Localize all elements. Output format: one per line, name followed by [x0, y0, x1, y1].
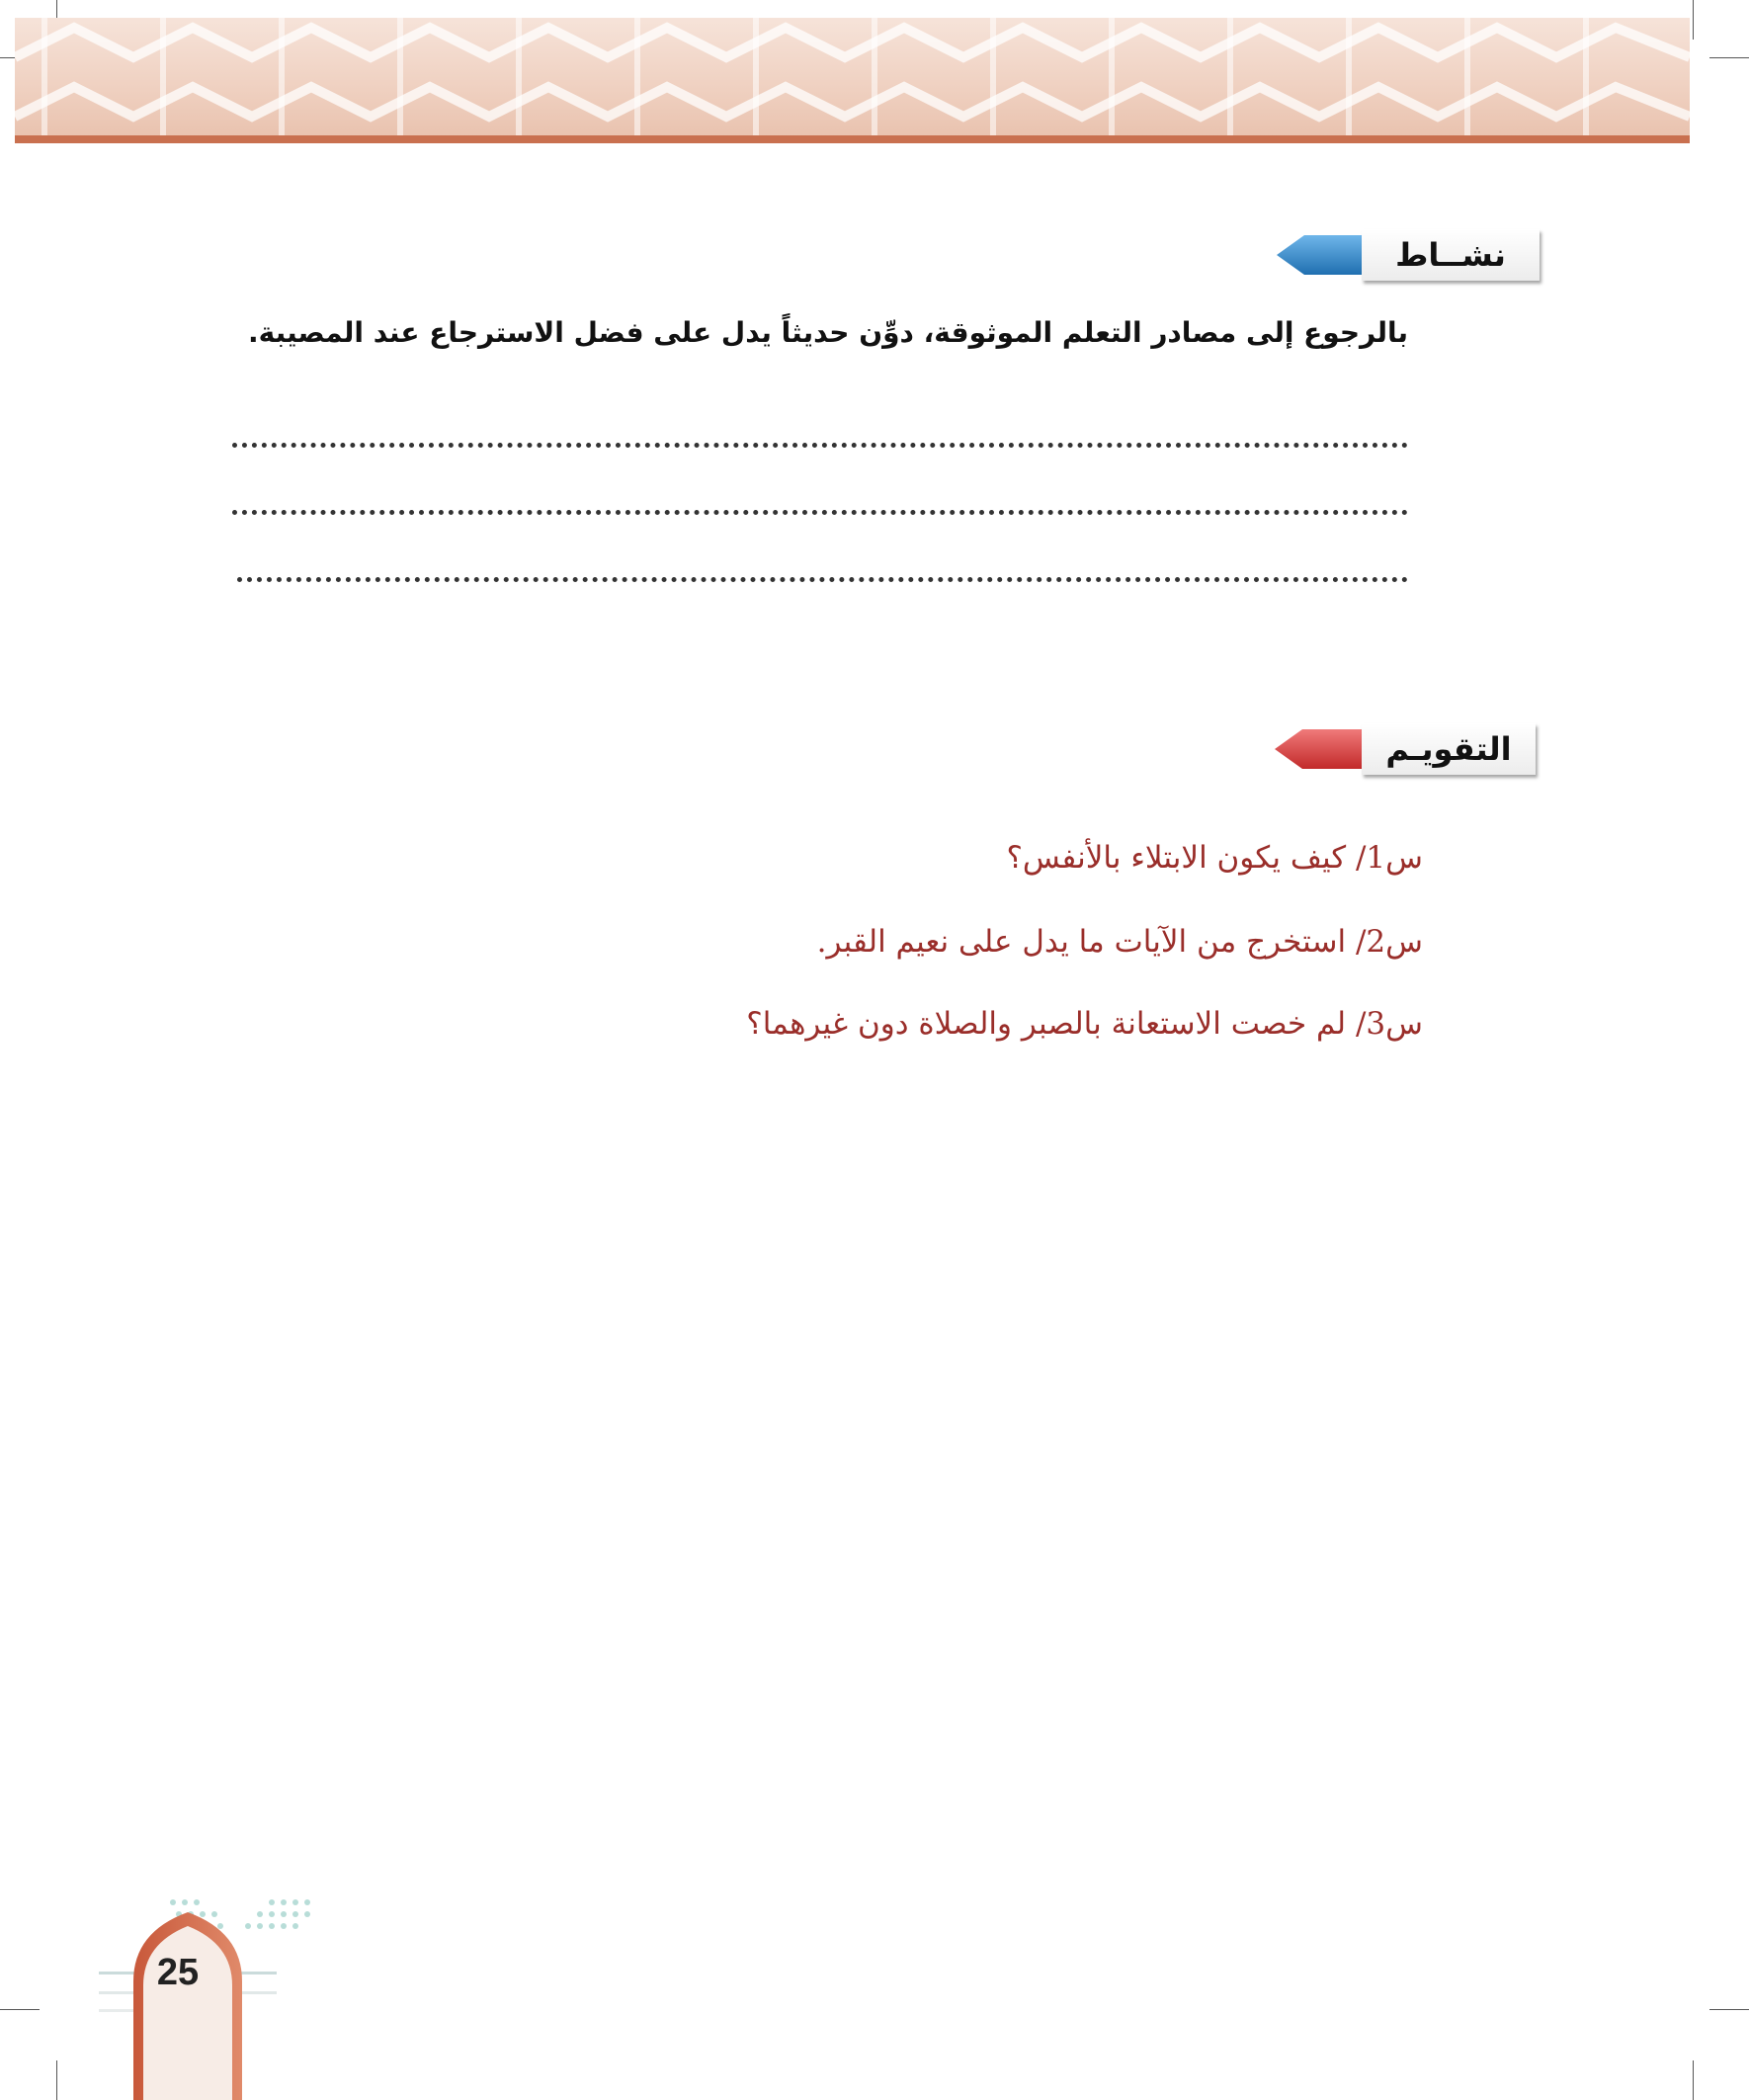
- evaluation-tag-label: التقويـم: [1362, 723, 1536, 775]
- question-2: س2/ استخرج من الآيات ما يدل على نعيم القبر.: [816, 924, 1423, 960]
- activity-section-tag: [1275, 229, 1540, 283]
- answer-line[interactable]: [237, 577, 1408, 582]
- page-number-badge: [133, 1912, 242, 2100]
- activity-tag-label: نشــاط: [1362, 229, 1540, 281]
- crop-mark: [1709, 2009, 1749, 2010]
- answer-line[interactable]: [232, 443, 1408, 448]
- crop-mark: [1709, 57, 1749, 58]
- crop-mark: [1693, 0, 1694, 40]
- geometric-pattern: [15, 18, 1690, 138]
- header-divider-line: [15, 135, 1690, 143]
- question-3: س3/ لم خصت الاستعانة بالصبر والصلاة دون غيرهما؟: [746, 1006, 1423, 1042]
- crop-mark: [0, 2009, 40, 2010]
- activity-instruction: بالرجوع إلى مصادر التعلم الموثوقة، دوِّن حديثاً يدل على فضل الاسترجاع عند المصيبة.: [248, 316, 1408, 349]
- page-number: 25: [156, 1952, 200, 1993]
- crop-mark: [1693, 2060, 1694, 2100]
- question-1: س1/ كيف يكون الابتلاء بالأنفس؟: [1006, 840, 1423, 876]
- header-pattern-band: [15, 18, 1690, 138]
- crop-mark: [56, 2060, 57, 2100]
- answer-line[interactable]: [232, 510, 1408, 515]
- evaluation-section-tag: [1273, 723, 1536, 777]
